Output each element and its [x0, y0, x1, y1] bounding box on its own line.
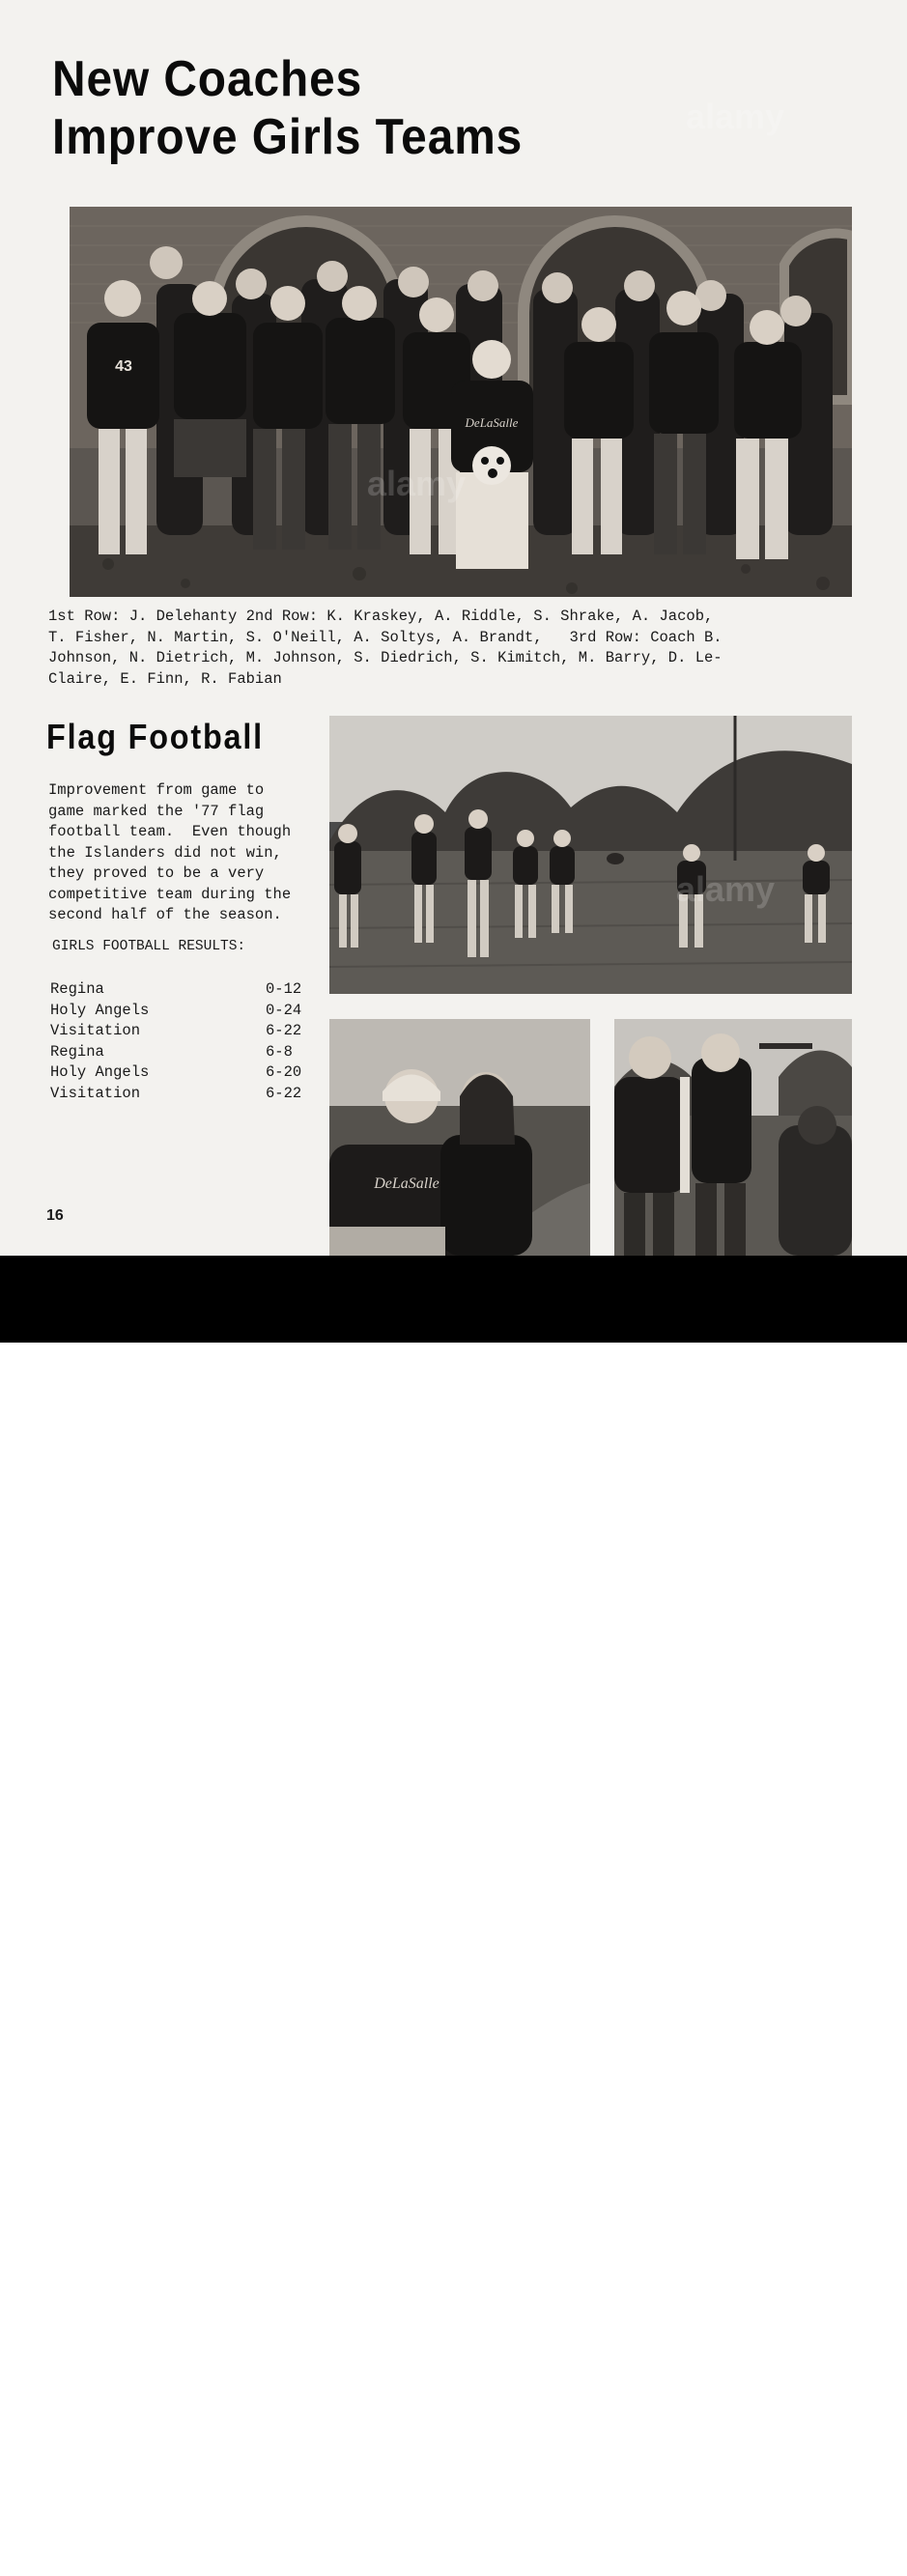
- opponent: Holy Angels: [50, 1001, 150, 1019]
- body-line: they proved to be a very: [48, 864, 265, 882]
- field-photo: [329, 716, 852, 994]
- closeup-shirt-text: DeLaSalle: [374, 1175, 439, 1192]
- results-list: [50, 979, 311, 1104]
- score: 6-8: [266, 1042, 293, 1061]
- result-row: [50, 1084, 311, 1105]
- caption-line: 1st Row: J. Delehanty 2nd Row: K. Kraskey, A. Riddle, S. Shrake, A. Jacob,: [48, 608, 714, 625]
- body-line: competitive team during the: [48, 885, 292, 903]
- caption-line: Claire, E. Finn, R. Fabian: [48, 669, 282, 688]
- closeup-photo: [329, 1019, 590, 1256]
- result-row: [50, 1021, 311, 1042]
- opponent: Regina: [50, 1042, 104, 1061]
- body-line: football team. Even though: [48, 823, 292, 840]
- body-line: Improvement from game to: [48, 781, 265, 799]
- page-number: 16: [46, 1207, 64, 1224]
- opponent: Visitation: [50, 1022, 141, 1039]
- headline: [52, 50, 523, 166]
- body-line: second half of the season.: [48, 906, 282, 923]
- result-row: [50, 1042, 311, 1063]
- score: 6-22: [266, 1084, 302, 1102]
- team-photo: [70, 207, 852, 597]
- result-row: [50, 1062, 311, 1084]
- headline-line-2: Improve Girls Teams: [52, 109, 524, 165]
- opponent: Visitation: [50, 1084, 141, 1102]
- site-url-link[interactable]: www.alamy.com: [774, 2560, 878, 2576]
- results-title: GIRLS FOOTBALL RESULTS:: [52, 939, 246, 954]
- body-line: game marked the '77 flag: [48, 802, 265, 820]
- caption-line: Johnson, N. Dietrich, M. Johnson, S. Diedrich, S. Kimitch, M. Barry, D. Le-: [48, 649, 723, 666]
- section-title: Flag Football: [46, 717, 264, 756]
- team-shirt-text: DeLaSalle: [465, 415, 519, 430]
- image-id: Image ID: 3AR4H6D: [746, 2523, 878, 2539]
- body-line: the Islanders did not win,: [48, 843, 282, 862]
- jersey-number: 43: [115, 358, 132, 375]
- result-row: [50, 1001, 311, 1022]
- headline-line-1: New Coaches: [52, 51, 363, 107]
- team-caption: [48, 607, 860, 690]
- flag-photo: [614, 1019, 852, 1256]
- yearbook-page: [0, 0, 907, 1256]
- score: 6-22: [266, 1022, 302, 1039]
- score: 0-24: [266, 1001, 302, 1019]
- score: 6-20: [266, 1063, 302, 1081]
- stock-footer: [0, 1256, 907, 2576]
- caption-line: T. Fisher, N. Martin, S. O'Neill, A. Soltys, A. Brandt, 3rd Row: Coach B.: [48, 628, 723, 646]
- opponent: Regina: [50, 980, 104, 998]
- watermark: alamy: [686, 97, 785, 136]
- alamy-logo[interactable]: alamy: [23, 2523, 118, 2562]
- score: 0-12: [266, 980, 302, 998]
- opponent: Holy Angels: [50, 1063, 150, 1081]
- article-body: [48, 780, 330, 926]
- result-row: [50, 979, 311, 1001]
